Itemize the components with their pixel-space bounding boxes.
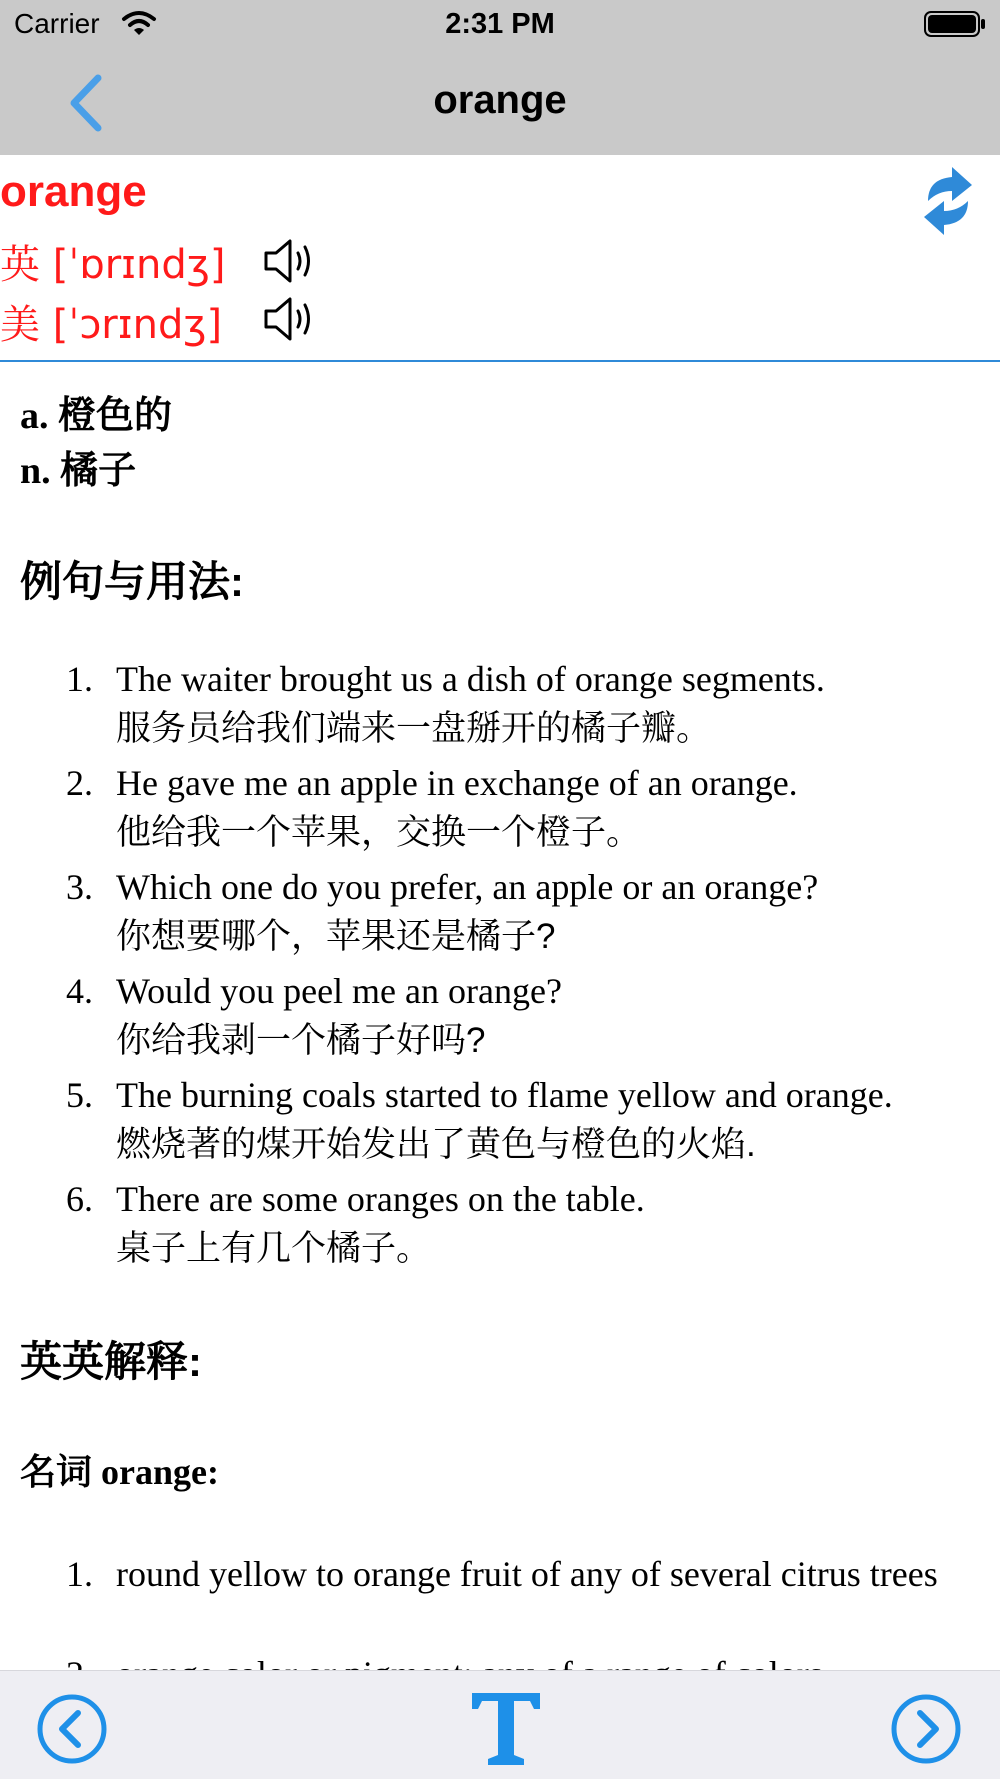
example-chinese: 你给我剥一个橘子好吗? xyxy=(116,1021,486,1060)
circle-chevron-right-icon[interactable] xyxy=(890,1693,962,1765)
example-number: 3. xyxy=(66,867,93,907)
clock: 2:31 PM xyxy=(445,8,555,40)
circle-chevron-left-icon[interactable] xyxy=(36,1693,108,1765)
example-chinese: 服务员给我们端来一盘掰开的橘子瓣。 xyxy=(116,709,712,748)
example-item xyxy=(0,1174,1000,1278)
example-chinese: 燃烧著的煤开始发出了黄色与橙色的火焰. xyxy=(116,1125,756,1164)
english-definition-item xyxy=(0,1549,1000,1649)
bottom-toolbar xyxy=(0,1670,1000,1779)
carrier-label: Carrier xyxy=(14,8,100,39)
example-english: The burning coals started to flame yellow and orange. xyxy=(116,1075,893,1115)
example-english: He gave me an apple in exchange of an orange. xyxy=(116,763,798,803)
basic-definitions xyxy=(20,389,172,499)
example-number: 5. xyxy=(66,1075,93,1115)
part-of-speech-heading: 名词 orange: xyxy=(20,1452,219,1492)
example-item xyxy=(0,758,1000,862)
example-item xyxy=(0,966,1000,1070)
example-chinese: 他给我一个苹果，交换一个橙子。 xyxy=(116,813,642,852)
example-item xyxy=(0,1070,1000,1174)
example-english: Which one do you prefer, an apple or an orange? xyxy=(116,867,819,907)
definition-line: a. 橙色的 xyxy=(20,395,173,437)
example-number: 2. xyxy=(66,763,93,803)
example-number: 4. xyxy=(66,971,93,1011)
definition-text: round yellow to orange fruit of any of several citrus trees xyxy=(116,1554,938,1594)
us-pronunciation: 美 [ˈɔrɪndʒ] xyxy=(0,302,223,348)
examples-heading: 例句与用法: xyxy=(20,558,244,605)
example-item xyxy=(0,654,1000,758)
example-item xyxy=(0,862,1000,966)
nav-bar xyxy=(0,50,1000,155)
headword: orange xyxy=(0,167,147,216)
example-english: There are some oranges on the table. xyxy=(116,1179,645,1219)
uk-pronunciation: 英 [ˈɒrɪndʒ] xyxy=(0,242,226,288)
example-number: 6. xyxy=(66,1179,93,1219)
font-size-icon[interactable] xyxy=(468,1689,544,1767)
page-title: orange xyxy=(433,78,567,122)
definition-number: 1. xyxy=(66,1554,93,1594)
example-chinese: 桌子上有几个橘子。 xyxy=(116,1229,432,1268)
status-bar xyxy=(0,0,1000,50)
example-english: Would you peel me an orange? xyxy=(116,971,562,1011)
definition-content[interactable] xyxy=(0,362,1000,1670)
example-chinese: 你想要哪个，苹果还是橘子? xyxy=(116,917,556,956)
example-english: The waiter brought us a dish of orange segments. xyxy=(116,659,825,699)
speaker-icon[interactable] xyxy=(262,235,320,287)
battery-icon xyxy=(924,10,986,38)
example-number: 1. xyxy=(66,659,93,699)
example-list xyxy=(0,654,1000,1278)
definition-line: n. 橘子 xyxy=(20,450,137,492)
refresh-icon[interactable] xyxy=(918,165,978,237)
word-header xyxy=(0,155,1000,362)
speaker-icon[interactable] xyxy=(262,293,320,345)
english-definitions-heading: 英英解释: xyxy=(20,1338,202,1385)
